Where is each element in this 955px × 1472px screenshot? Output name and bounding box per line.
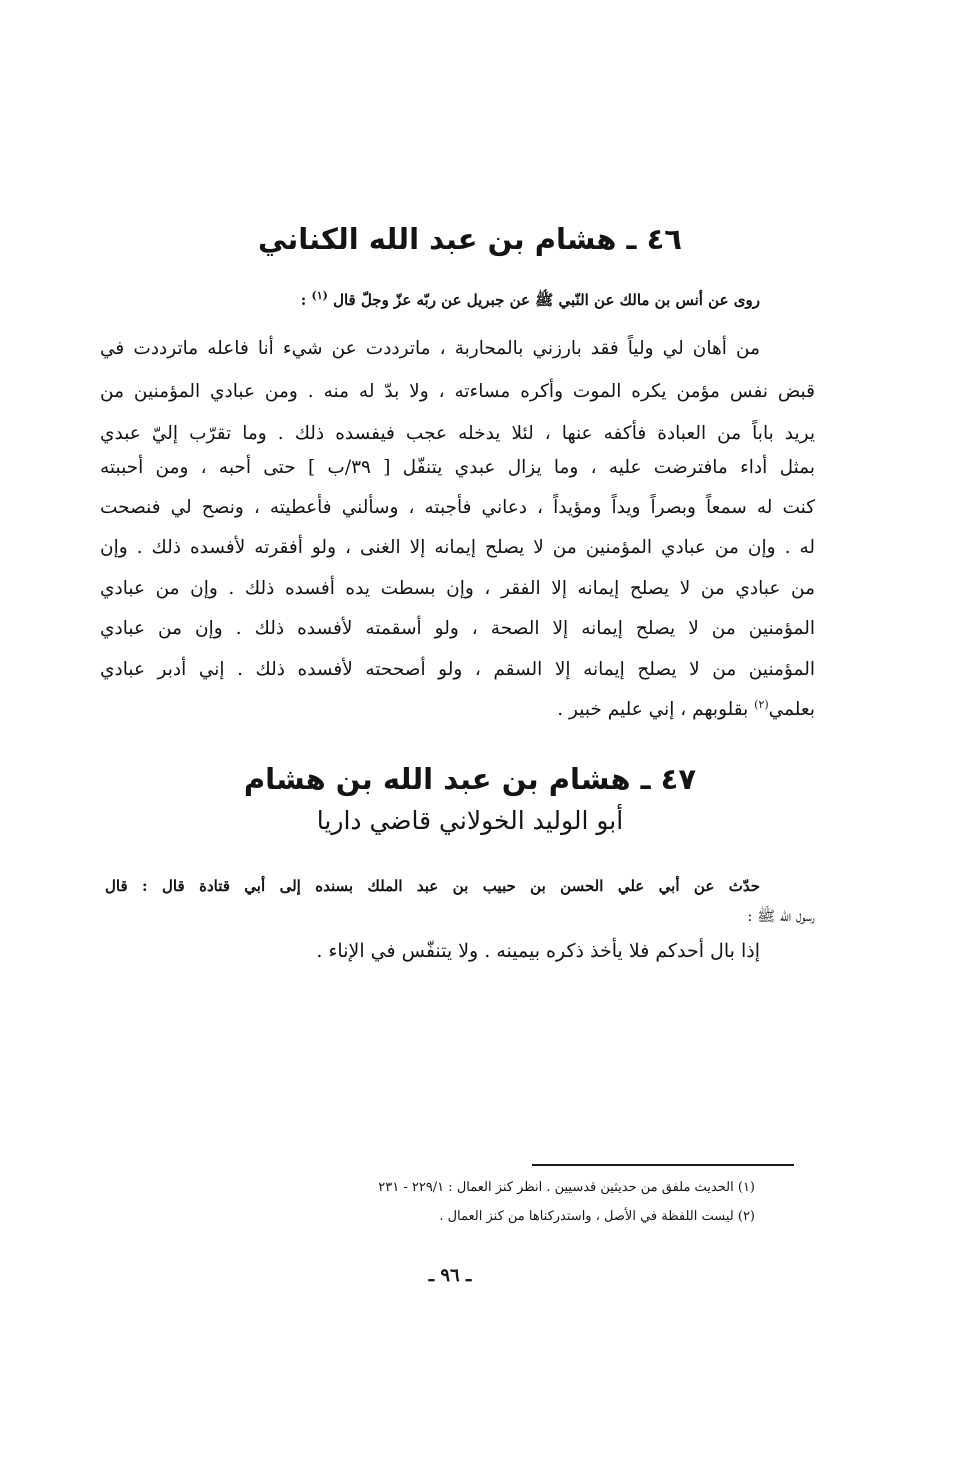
hadith-text-line-2: قبض نفس مؤمن يكره الموت وأكره مساءته ، ولا بدّ له منه . ومن عبادي المؤمنين من: [100, 381, 815, 402]
hadith-text-line-10: [100, 698, 815, 720]
hadith-last-word: بعلمي: [768, 699, 815, 721]
hadith-intro-text: روى عن أنس بن مالك عن النّبي ﷺ عن جبريل عن ربّه عزّ وجلّ قال: [333, 291, 760, 309]
hadith-intro-line: [150, 289, 760, 313]
footnote-marker-2: (٢): [754, 698, 769, 711]
section-subheading-47: أبو الوليد الخولاني قاضي داريا: [316, 806, 624, 835]
hadith-text-line-5: كنت له سمعاً وبصراً ويداً ومؤيداً ، دعاني فأجبته ، وسألني فأعطيته ، ونصح لي فنصحت: [100, 497, 815, 518]
hadith-text-line-7: من عبادي من لا يصلح إيمانه إلا الفقر ، وإن بسطت يده أفسده ذلك . وإن من عبادي: [100, 578, 815, 599]
section-heading-46: ٤٦ ـ هشام بن عبد الله الكناني: [258, 222, 682, 256]
hadith-text-line-4: بمثل أداء مافترضت عليه ، وما يزال عبدي يتنفّل [ ٣٩/ب ] حتى أحبه ، ومن أحببته: [100, 457, 816, 478]
hadith-text-line-3: يريد باباً من العبادة فأكفه عنها ، لئلا يدخله عجب فيفسده ذلك . وما تقرّب إليّ عبدي: [100, 423, 815, 444]
section-heading-47: ٤٧ ـ هشام بن عبد الله بن هشام: [243, 762, 697, 796]
hadith-text-47: إذا بال أحدكم فلا يأخذ ذكره بيمينه . ولا يتنفّس في الإناء .: [316, 940, 760, 962]
hadith-text-line-8: المؤمنين من لا يصلح إيمانه إلا الصحة ، ولو أسقمته لأفسده ذلك . وإن من عبادي: [100, 618, 815, 639]
hadith-intro-colon: :: [300, 291, 312, 309]
footnote-1: (١) الحديث ملفق من حديثين قدسيين . انظر كنز العمال : ٢٢٩/١ - ٢٣١: [378, 1180, 755, 1195]
isnad-line-1: حدّث عن أبي علي الحسن بن حبيب بن عبد الملك بسنده إلى أبي قتادة قال : قال: [105, 877, 760, 895]
hadith-text-line-1: من أهان لي ولياً فقد بارزني بالمحاربة ، ماترددت عن شيء أنا فاعله ماترددت في: [100, 338, 760, 359]
footnote-separator: [532, 1164, 794, 1166]
hadith-text-line-9: المؤمنين من لا يصلح إيمانه إلا السقم ، ولو أصححته لأفسده ذلك . إني أدبر عبادي: [100, 659, 815, 680]
footnote-2: (٢) ليست اللفظة في الأصل ، واستدركناها من كنز العمال .: [439, 1209, 755, 1224]
isnad-line-2: رسول الله ﷺ :: [747, 907, 815, 925]
hadith-text-line-6: له . وإن من عبادي المؤمنين من لا يصلح إيمانه إلا الغنى ، ولو أفقرته لأفسده ذلك . وإن: [100, 537, 815, 558]
page-number: ـ ٩٦ ـ: [428, 1265, 472, 1286]
footnote-marker-1: (١): [311, 289, 328, 302]
hadith-last-text: بقلوبهم ، إني عليم خبير .: [557, 699, 755, 721]
